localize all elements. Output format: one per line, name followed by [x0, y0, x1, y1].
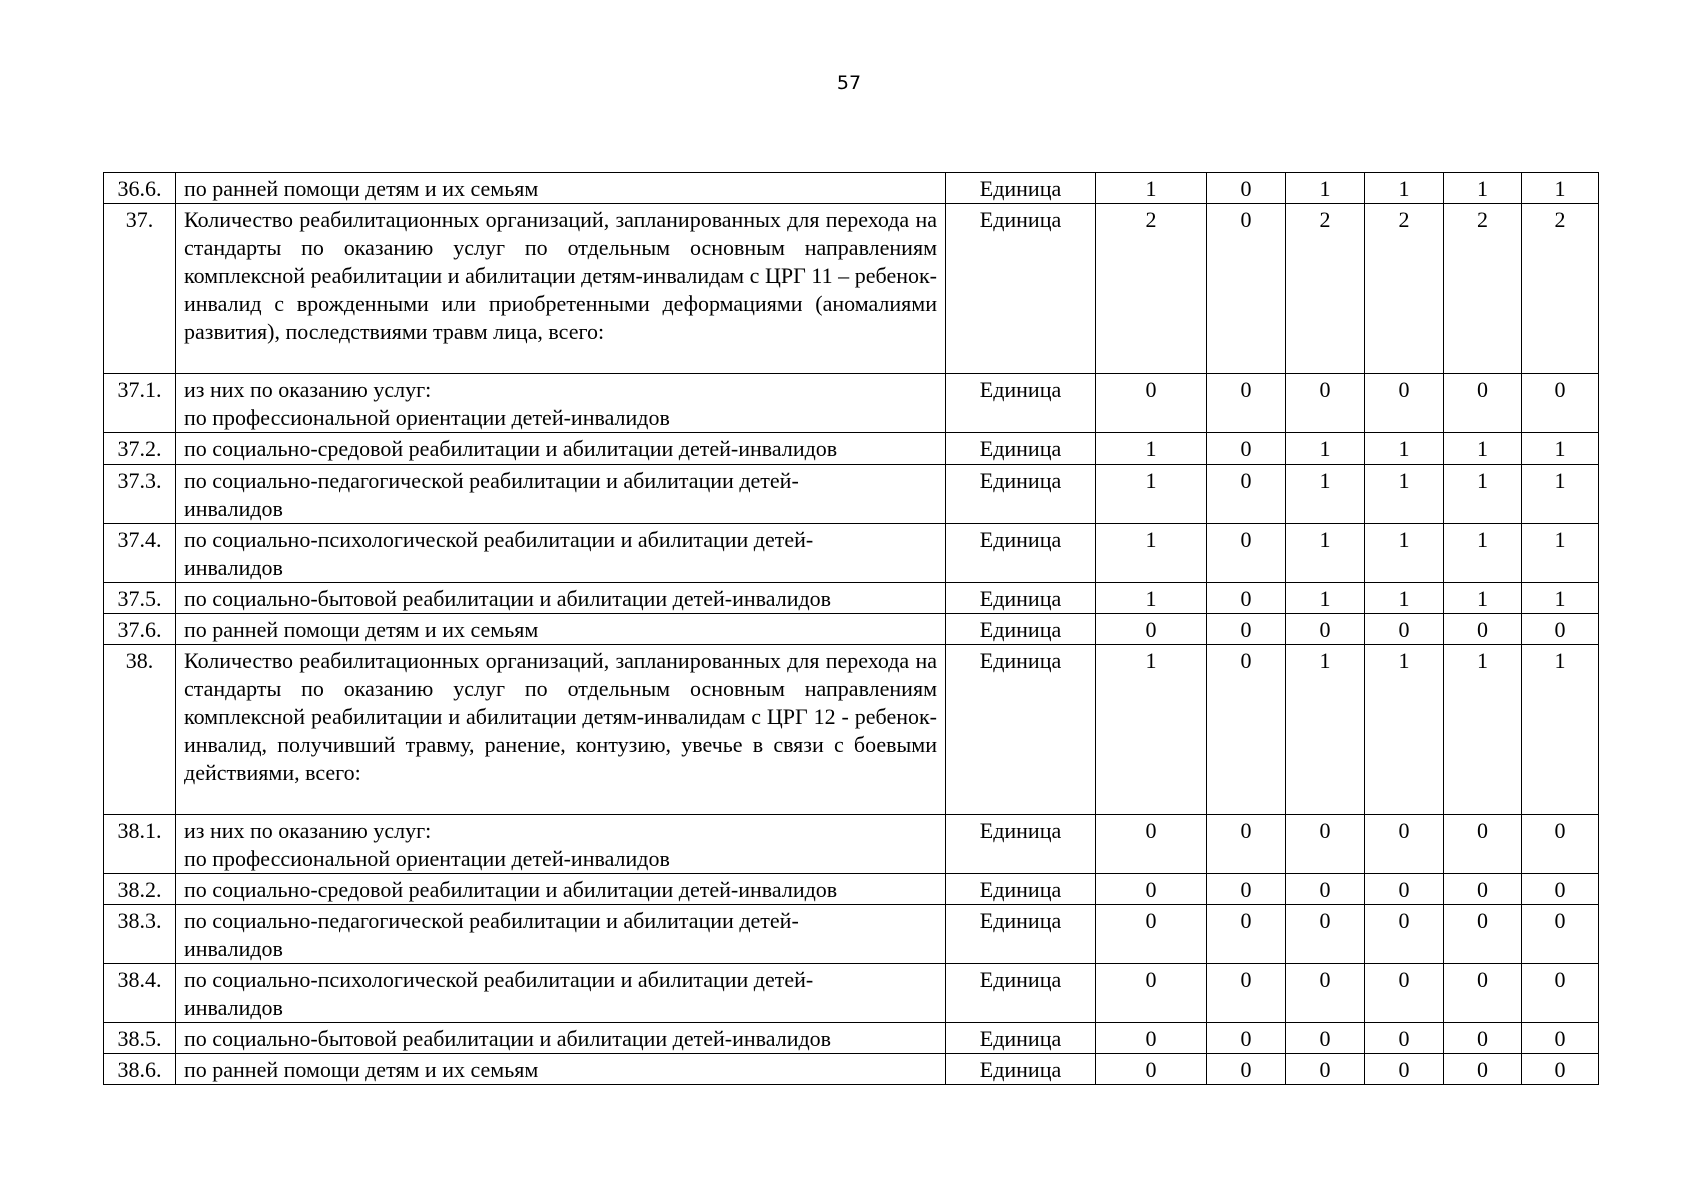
data-table — [103, 172, 1599, 1085]
description-line: по ранней помощи детям и их семьям — [184, 176, 539, 201]
row-description — [176, 874, 946, 905]
value-cell: 1 — [1286, 645, 1365, 815]
value-cell: 0 — [1207, 204, 1286, 374]
row-unit: Единица — [946, 204, 1096, 374]
value-cell: 0 — [1286, 905, 1365, 964]
row-unit: Единица — [946, 433, 1096, 465]
value-cell: 1 — [1096, 433, 1207, 465]
value-cell: 0 — [1207, 524, 1286, 583]
value-cell: 0 — [1096, 905, 1207, 964]
row-description — [176, 1054, 946, 1085]
row-number: 37.5. — [104, 583, 176, 614]
value-cell: 0 — [1286, 964, 1365, 1023]
table-row — [104, 614, 1599, 645]
value-cell: 1 — [1365, 645, 1444, 815]
description-line: по социально-педагогической реабилитации и абилитации детей- — [184, 908, 799, 933]
value-cell: 0 — [1444, 614, 1522, 645]
value-cell: 0 — [1207, 173, 1286, 204]
value-cell: 1 — [1522, 645, 1599, 815]
table-row — [104, 583, 1599, 614]
value-cell: 0 — [1522, 815, 1599, 874]
row-unit: Единица — [946, 964, 1096, 1023]
value-cell: 0 — [1207, 465, 1286, 524]
row-number: 37. — [104, 204, 176, 374]
value-cell: 1 — [1522, 524, 1599, 583]
value-cell: 0 — [1286, 815, 1365, 874]
value-cell: 1 — [1522, 433, 1599, 465]
value-cell: 0 — [1522, 374, 1599, 433]
value-cell: 0 — [1444, 815, 1522, 874]
row-description — [176, 374, 946, 433]
description-line: по социально-бытовой реабилитации и абилитации детей-инвалидов — [184, 586, 832, 611]
row-number: 37.1. — [104, 374, 176, 433]
value-cell: 0 — [1365, 905, 1444, 964]
value-cell: 1 — [1286, 173, 1365, 204]
row-number: 37.4. — [104, 524, 176, 583]
description-line: по социально-бытовой реабилитации и абилитации детей-инвалидов — [184, 1026, 832, 1051]
value-cell: 0 — [1444, 374, 1522, 433]
value-cell: 1 — [1365, 433, 1444, 465]
row-unit: Единица — [946, 465, 1096, 524]
row-unit: Единица — [946, 173, 1096, 204]
description-line: из них по оказанию услуг: — [184, 818, 432, 843]
value-cell: 1 — [1365, 173, 1444, 204]
table-row — [104, 173, 1599, 204]
value-cell: 0 — [1207, 815, 1286, 874]
table-row — [104, 374, 1599, 433]
value-cell: 0 — [1207, 905, 1286, 964]
value-cell: 1 — [1096, 583, 1207, 614]
value-cell: 0 — [1096, 1054, 1207, 1085]
value-cell: 0 — [1522, 905, 1599, 964]
row-number: 38.1. — [104, 815, 176, 874]
row-description — [176, 614, 946, 645]
value-cell: 1 — [1286, 465, 1365, 524]
table-row — [104, 815, 1599, 874]
value-cell: 0 — [1207, 614, 1286, 645]
value-cell: 0 — [1096, 614, 1207, 645]
value-cell: 2 — [1365, 204, 1444, 374]
row-number: 37.6. — [104, 614, 176, 645]
value-cell: 0 — [1207, 433, 1286, 465]
row-unit: Единица — [946, 1023, 1096, 1054]
value-cell: 0 — [1286, 614, 1365, 645]
value-cell: 1 — [1286, 524, 1365, 583]
row-number: 38.3. — [104, 905, 176, 964]
description-line: инвалидов — [184, 496, 283, 521]
value-cell: 0 — [1286, 1054, 1365, 1085]
row-description — [176, 815, 946, 874]
row-description — [176, 524, 946, 583]
description-line: Количество реабилитационных организаций, запланированных для перехода на стандарты по оказанию услуг по отдельным основным направлениям комплексной реабилитации и абилитации детям-инвалидам с ЦРГ 12 - ребенок-инвалид, получивший травму, ранение, контузию, увечье в связи с боевыми действиями, всего: — [184, 648, 937, 785]
row-number: 38.4. — [104, 964, 176, 1023]
value-cell: 0 — [1207, 583, 1286, 614]
value-cell: 0 — [1444, 905, 1522, 964]
row-number: 38.2. — [104, 874, 176, 905]
table-row — [104, 524, 1599, 583]
value-cell: 2 — [1444, 204, 1522, 374]
value-cell: 0 — [1444, 874, 1522, 905]
description-line: Количество реабилитационных организаций, запланированных для перехода на стандарты по оказанию услуг по отдельным основным направлениям комплексной реабилитации и абилитации детям-инвалидам с ЦРГ 11 – ребенок-инвалид с врожденными или приобретенными деформациями (аномалиями развития), последствиями травм лица, всего: — [184, 207, 937, 344]
row-description — [176, 583, 946, 614]
row-unit: Единица — [946, 374, 1096, 433]
value-cell: 0 — [1522, 964, 1599, 1023]
description-line: по социально-средовой реабилитации и абилитации детей-инвалидов — [184, 877, 838, 902]
value-cell: 1 — [1522, 465, 1599, 524]
row-number: 38.6. — [104, 1054, 176, 1085]
value-cell: 0 — [1365, 964, 1444, 1023]
value-cell: 1 — [1096, 645, 1207, 815]
value-cell: 0 — [1207, 964, 1286, 1023]
value-cell: 0 — [1096, 815, 1207, 874]
row-description — [176, 645, 946, 815]
row-number: 38. — [104, 645, 176, 815]
value-cell: 0 — [1444, 1054, 1522, 1085]
description-line: по ранней помощи детям и их семьям — [184, 1057, 539, 1082]
page-number: 57 — [836, 72, 862, 94]
row-unit: Единица — [946, 583, 1096, 614]
table-row — [104, 874, 1599, 905]
description-line: по профессиональной ориентации детей-инвалидов — [184, 846, 670, 871]
description-line: инвалидов — [184, 936, 283, 961]
value-cell: 1 — [1096, 524, 1207, 583]
row-number: 36.6. — [104, 173, 176, 204]
value-cell: 0 — [1096, 374, 1207, 433]
value-cell: 0 — [1365, 815, 1444, 874]
row-number: 37.3. — [104, 465, 176, 524]
row-unit: Единица — [946, 905, 1096, 964]
description-line: по ранней помощи детям и их семьям — [184, 617, 539, 642]
table-row — [104, 1023, 1599, 1054]
table-row — [104, 465, 1599, 524]
table-row — [104, 433, 1599, 465]
value-cell: 1 — [1096, 465, 1207, 524]
row-number: 37.2. — [104, 433, 176, 465]
row-unit: Единица — [946, 1054, 1096, 1085]
value-cell: 0 — [1365, 614, 1444, 645]
value-cell: 0 — [1096, 874, 1207, 905]
value-cell: 0 — [1522, 1054, 1599, 1085]
value-cell: 1 — [1522, 173, 1599, 204]
value-cell: 0 — [1286, 874, 1365, 905]
value-cell: 0 — [1286, 1023, 1365, 1054]
value-cell: 0 — [1096, 964, 1207, 1023]
value-cell: 0 — [1365, 874, 1444, 905]
value-cell: 1 — [1444, 433, 1522, 465]
row-unit: Единица — [946, 815, 1096, 874]
value-cell: 2 — [1096, 204, 1207, 374]
value-cell: 0 — [1096, 1023, 1207, 1054]
value-cell: 1 — [1444, 465, 1522, 524]
value-cell: 0 — [1207, 1054, 1286, 1085]
value-cell: 1 — [1365, 524, 1444, 583]
row-description — [176, 1023, 946, 1054]
row-description — [176, 173, 946, 204]
value-cell: 0 — [1522, 1023, 1599, 1054]
table-row — [104, 204, 1599, 374]
description-line: по социально-психологической реабилитации и абилитации детей- — [184, 527, 814, 552]
value-cell: 2 — [1522, 204, 1599, 374]
row-description — [176, 433, 946, 465]
value-cell: 0 — [1365, 374, 1444, 433]
value-cell: 1 — [1444, 173, 1522, 204]
value-cell: 1 — [1096, 173, 1207, 204]
description-line: по социально-педагогической реабилитации и абилитации детей- — [184, 468, 799, 493]
value-cell: 1 — [1365, 465, 1444, 524]
value-cell: 1 — [1522, 583, 1599, 614]
row-unit: Единица — [946, 524, 1096, 583]
value-cell: 1 — [1286, 433, 1365, 465]
table-body — [104, 173, 1599, 1085]
row-description — [176, 964, 946, 1023]
value-cell: 0 — [1365, 1054, 1444, 1085]
description-line: по социально-психологической реабилитации и абилитации детей- — [184, 967, 814, 992]
value-cell: 2 — [1286, 204, 1365, 374]
value-cell: 1 — [1286, 583, 1365, 614]
value-cell: 1 — [1365, 583, 1444, 614]
description-line: по социально-средовой реабилитации и абилитации детей-инвалидов — [184, 436, 838, 461]
value-cell: 0 — [1207, 374, 1286, 433]
description-line: инвалидов — [184, 995, 283, 1020]
value-cell: 0 — [1522, 874, 1599, 905]
value-cell: 0 — [1365, 1023, 1444, 1054]
table-row — [104, 905, 1599, 964]
value-cell: 0 — [1207, 1023, 1286, 1054]
description-line: по профессиональной ориентации детей-инвалидов — [184, 405, 670, 430]
table-row — [104, 645, 1599, 815]
value-cell: 0 — [1286, 374, 1365, 433]
table-row — [104, 964, 1599, 1023]
value-cell: 0 — [1207, 874, 1286, 905]
table-row — [104, 1054, 1599, 1085]
row-unit: Единица — [946, 874, 1096, 905]
row-description — [176, 204, 946, 374]
row-unit: Единица — [946, 614, 1096, 645]
value-cell: 0 — [1207, 645, 1286, 815]
value-cell: 1 — [1444, 524, 1522, 583]
value-cell: 0 — [1522, 614, 1599, 645]
row-description — [176, 465, 946, 524]
value-cell: 1 — [1444, 645, 1522, 815]
row-description — [176, 905, 946, 964]
row-unit: Единица — [946, 645, 1096, 815]
value-cell: 0 — [1444, 1023, 1522, 1054]
row-number: 38.5. — [104, 1023, 176, 1054]
value-cell: 0 — [1444, 964, 1522, 1023]
description-line: из них по оказанию услуг: — [184, 377, 432, 402]
description-line: инвалидов — [184, 555, 283, 580]
value-cell: 1 — [1444, 583, 1522, 614]
